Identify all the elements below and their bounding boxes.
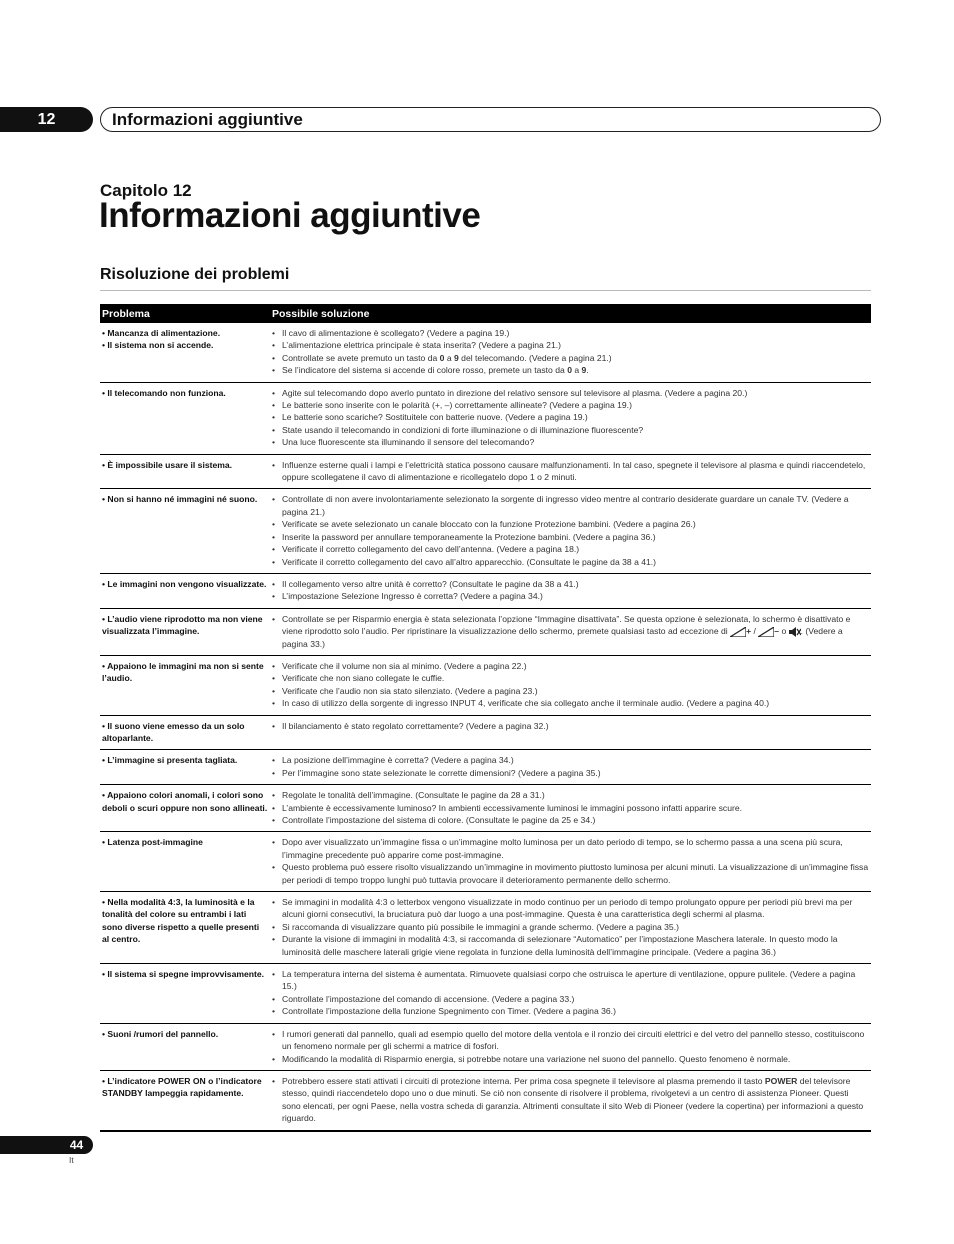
solution-item [282, 387, 869, 399]
solution-text: Inserite la password per annullare temporaneamente la Protezione bambini. (Vedere a pagina 36.) [282, 531, 656, 542]
problem-cell [100, 573, 270, 608]
problem-text: • Il telecomando non funziona. [102, 387, 226, 398]
problem-cell [100, 489, 270, 573]
solution-list [272, 896, 869, 958]
solution-cell [270, 323, 871, 382]
solution-list [272, 1028, 869, 1065]
table-row [100, 1023, 871, 1070]
solution-list [272, 720, 869, 732]
solution-item [282, 814, 869, 826]
problem-text: • L’audio viene riprodotto ma non viene visualizzata l’immagine. [102, 613, 263, 637]
solution-text: Il cavo di alimentazione è scollegato? (Vedere a pagina 19.) [282, 328, 510, 338]
solution-item [282, 436, 869, 448]
table-row [100, 489, 871, 573]
troubleshooting-table [100, 304, 871, 1132]
volume-keys-icon: + / – o [728, 626, 801, 636]
page-title: Informazioni aggiuntive [99, 196, 481, 235]
solution-item [282, 424, 869, 436]
problem-cell [100, 1070, 270, 1130]
solution-list [272, 459, 869, 484]
solution-item [282, 861, 869, 886]
problem-text: • Appaiono colori anomali, i colori sono deboli o scuri oppure non sono allineati. [102, 790, 268, 813]
solution-item [282, 802, 869, 814]
solution-text: Controllate l’impostazione della funzione Spegnimento con Timer. (Vedere a pagina 36.) [282, 1006, 616, 1017]
solution-item [282, 933, 869, 958]
solution-text: Controllate l’impostazione del sistema di colore. (Consultate le pagine da 25 e 34.) [282, 815, 596, 825]
solution-text: L’ambiente è eccessivamente luminoso? In ambienti eccessivamente luminosi le immagini possono infatti apparire scure. [282, 802, 742, 813]
solution-item [282, 1075, 869, 1125]
solution-text: State usando il telecomando in condizioni di forte illuminazione o di illuminazione fluorescente? [282, 424, 644, 435]
page-number: 44 [69, 1138, 84, 1152]
solution-text-tail: . (Vedere a pagina 33.) [282, 626, 843, 649]
solution-text: Verificate il corretto collegamento del cavo all’altro apparecchio. (Consultate le pagine da 38 a 41.) [282, 556, 657, 567]
solution-text: In caso di utilizzo della sorgente di ingresso INPUT 4, verificate che sia collegato anche il terminale audio. (Vedere a pagina 40.) [282, 698, 770, 709]
solution-item [282, 896, 869, 921]
table-row [100, 892, 871, 964]
problem-text: • Le immagini non vengono visualizzate. [102, 578, 267, 589]
solution-cell [270, 964, 871, 1024]
page-number-tab [0, 1136, 93, 1154]
solution-cell [270, 715, 871, 750]
solution-item [282, 767, 869, 779]
solution-list [272, 613, 869, 650]
problem-cell [100, 832, 270, 892]
table-row [100, 573, 871, 608]
solution-list [272, 493, 869, 567]
solution-item [282, 531, 869, 543]
solution-text: Le batterie sono inserite con le polarità (+, –) correttamente allineate? (Vedere a pagina 19.) [282, 400, 632, 411]
solution-item [282, 993, 869, 1005]
solution-text: Controllate di non avere involontariamente selezionato la sorgente di ingresso video mentre al contrario desiderate guardare un canale TV. (Vedere a pagina 21.) [282, 494, 849, 517]
solution-item [282, 921, 869, 933]
chapter-label: Capitolo 12 [100, 181, 192, 200]
solution-text: Influenze esterne quali i lampi e l’elettricità statica possono causare malfunzionamenti. In tal caso, spegnete il televisore al plasma e quindi riaccendetelo, oppure scollegatene il cavo di alimentazione e ricollegatelo dopo 1 o 2 minuti. [282, 459, 866, 483]
solution-item [282, 459, 869, 484]
problem-text: • Il suono viene emesso da un solo altoparlante. [102, 720, 245, 743]
solution-list [272, 578, 869, 603]
problem-text: • Latenza post-immagine [102, 837, 203, 848]
solution-cell [270, 892, 871, 964]
solution-item [282, 697, 869, 709]
solution-cell [270, 785, 871, 832]
problem-cell [100, 785, 270, 832]
solution-item [282, 590, 869, 602]
solution-text: Se immagini in modalità 4:3 o letterbox vengono visualizzate in modo continuo per un periodo di tempo prolungato oppure per periodi più brevi ma per alcuni giorni consecutivi, la bruciatura può dar luogo a una post-immagine. Questa è una caratteristica degli schermi al plasma. [282, 897, 853, 920]
solution-item [282, 1005, 869, 1017]
table-header-row [100, 304, 871, 323]
solution-cell [270, 608, 871, 655]
solution-item [282, 518, 869, 530]
solution-list [272, 968, 869, 1018]
solution-item [282, 672, 869, 684]
solution-text: I rumori generati dal pannello, quali ad esempio quello del motore della ventola e il ronzio dei circuiti elettrici e del vetro del pannello stesso, costituiscono un fenomeno normale per gli schermi a matrice di fosfori. [282, 1028, 865, 1052]
table-row [100, 323, 871, 382]
solution-text: Durante la visione di immagini in modalità 4:3, si raccomanda di selezionare “Automatico” per l’impostazione Maschera laterale. In questo modo la luminosità delle maschere laterali grigie viene regolata in funzione della luminosità dell’immagine principale. (Vedere a pagina 36.) [282, 934, 838, 957]
problem-text: • Suoni /rumori del pannello. [102, 1028, 219, 1039]
solution-list [272, 660, 869, 710]
solution-item [282, 1028, 869, 1053]
problem-text: • Il sistema si spegne improvvisamente. [102, 969, 265, 980]
chapter-header-title: Informazioni aggiuntive [112, 109, 303, 129]
solution-cell [270, 1023, 871, 1070]
solution-list [272, 754, 869, 779]
solution-text: Si raccomanda di visualizzare quanto più possibile le immagini a grande schermo. (Vedere a pagina 35.) [282, 921, 679, 932]
solution-cell [270, 655, 871, 715]
solution-text: Regolate le tonalità dell’immagine. (Consultate le pagine da 28 a 31.) [282, 790, 545, 801]
problem-text: • Mancanza di alimentazione. [102, 328, 221, 338]
column-header-solution: Possibile soluzione [270, 304, 871, 323]
solution-cell [270, 832, 871, 892]
problem-cell [100, 1023, 270, 1070]
solution-item [282, 1053, 869, 1065]
solution-item [282, 339, 869, 351]
table-row [100, 832, 871, 892]
solution-text: L’alimentazione elettrica principale è stata inserita? (Vedere a pagina 21.) [282, 340, 561, 351]
solution-text: Verificate che l’audio non sia stato silenziato. (Vedere a pagina 23.) [282, 685, 538, 696]
solution-item [282, 789, 869, 801]
solution-item [282, 493, 869, 518]
solution-item [282, 364, 869, 376]
solution-item [282, 327, 869, 339]
solution-item [282, 754, 869, 766]
solution-item [282, 613, 869, 650]
solution-item [282, 399, 869, 411]
chapter-header-bar [100, 107, 881, 132]
problem-text: • L’indicatore POWER ON o l’indicatore STANDBY lampeggia rapidamente. [102, 1075, 262, 1099]
solution-cell [270, 573, 871, 608]
solution-text: Verificate il corretto collegamento del cavo dell’antenna. (Vedere a pagina 18.) [282, 544, 580, 555]
solution-list [272, 1075, 869, 1125]
problem-cell [100, 382, 270, 454]
solution-item [282, 968, 869, 993]
solution-list [272, 789, 869, 826]
solution-cell [270, 750, 871, 785]
solution-item [282, 578, 869, 590]
solution-cell [270, 489, 871, 573]
solution-list [272, 327, 869, 377]
table-row [100, 608, 871, 655]
chapter-number-tab [0, 107, 93, 132]
problem-text: • Il sistema non si accende. [102, 340, 214, 351]
solution-text: Il collegamento verso altre unità è corretto? (Consultate le pagine da 38 a 41.) [282, 578, 579, 589]
table-row [100, 715, 871, 750]
column-header-problem: Problema [100, 304, 270, 323]
problem-cell [100, 323, 270, 382]
section-title: Risoluzione dei problemi [100, 266, 290, 283]
solution-text: Agite sul telecomando dopo averlo puntato in direzione del relativo sensore sul televisore al plasma. (Vedere a pagina 20.) [282, 387, 748, 398]
problem-text: • L’immagine si presenta tagliata. [102, 755, 238, 766]
language-code: It [69, 1155, 74, 1165]
problem-text: • È impossibile usare il sistema. [102, 459, 233, 470]
section-divider [100, 290, 871, 291]
solution-item [282, 836, 869, 861]
solution-text: Potrebbero essere stati attivati i circuiti di protezione interna. Per prima cosa spegnete il televisore al plasma premendo il tasto POWER del televisore stesso, quindi riaccendetelo dopo uno o due minuti. Se ciò non consente di risolvere il problema, rivolgetevi a un centro di assistenza Pioneer. Questi sono elencati, per ogni Paese, nella vostra scheda di garanzia. Altrimenti consultate il sito Web di Pioneer (vedere la copertina) per informazioni a questo riguardo. [282, 1075, 864, 1124]
table-row [100, 454, 871, 489]
problem-cell [100, 655, 270, 715]
solution-item [282, 352, 869, 364]
solution-text: Per l’immagine sono state selezionate le corrette dimensioni? (Vedere a pagina 35.) [282, 767, 601, 778]
solution-text: Verificate che non siano collegate le cuffie. [282, 673, 445, 684]
solution-text: Se l’indicatore del sistema si accende di colore rosso, premete un tasto da 0 a 9. [282, 365, 589, 376]
solution-item [282, 411, 869, 423]
problem-cell [100, 964, 270, 1024]
chapter-number: 12 [37, 110, 56, 128]
solution-item [282, 660, 869, 672]
problem-cell [100, 750, 270, 785]
solution-text: La temperatura interna del sistema è aumentata. Rimuovete qualsiasi corpo che ostruisca le aperture di ventilazione, oppure pulitele. (Vedere a pagina 15.) [282, 969, 856, 992]
solution-text: Modificando la modalità di Risparmio energia, si potrebbe notare una variazione nel suono del pannello. Questo fenomeno è normale. [282, 1053, 791, 1064]
problem-text: • Nella modalità 4:3, la luminosità e la tonalità del colore su entrambi i lati sono diverse rispetto a quelle presenti al centro. [102, 897, 260, 945]
solution-text: L’impostazione Selezione Ingresso è corretta? (Vedere a pagina 34.) [282, 591, 543, 602]
table-row [100, 964, 871, 1024]
solution-text: Dopo aver visualizzato un’immagine fissa o un’immagine molto luminosa per un dato periodo di tempo, se lo schermo passa a una scena più scura, l’immagine precedente può apparire come post-immagine. [282, 837, 843, 860]
solution-cell [270, 1070, 871, 1130]
solution-text: Questo problema può essere risolto visualizzando un’immagine in movimento piuttosto luminosa per alcuni minuti. La visualizzazione di un’immagine fissa per periodi di tempo troppo lunghi può tuttavia provocare il deterioramento permanente dello schermo. [282, 862, 869, 885]
solution-item [282, 543, 869, 555]
solution-text: Le batterie sono scariche? Sostituitele con batterie nuove. (Vedere a pagina 19.) [282, 412, 588, 423]
solution-item [282, 685, 869, 697]
solution-text: Il bilanciamento è stato regolato correttamente? (Vedere a pagina 32.) [282, 720, 549, 731]
problem-text: • Appaiono le immagini ma non si sente l’audio. [102, 660, 264, 684]
table-row [100, 785, 871, 832]
solution-text: La posizione dell’immagine è corretta? (Vedere a pagina 34.) [282, 755, 514, 766]
problem-cell [100, 454, 270, 489]
solution-item [282, 720, 869, 732]
table-row [100, 382, 871, 454]
solution-list [272, 387, 869, 449]
problem-cell [100, 715, 270, 750]
solution-text: Verificate se avete selezionato un canale bloccato con la funzione Protezione bambini. (Vedere a pagina 26.) [282, 519, 696, 530]
solution-cell [270, 382, 871, 454]
solution-text: Controllate se per Risparmio energia è stata selezionata l’opzione “Immagine disattivata”. Se questa opzione è selezionata, lo schermo è disattivato e viene riprodotto solo l’audio. Per ripristinare la visualizzazione dello schermo, premete qualsiasi tasto ad eccezione di [282, 613, 851, 637]
solution-text: Controllate l’impostazione del comando di accensione. (Vedere a pagina 33.) [282, 993, 575, 1004]
solution-list [272, 836, 869, 886]
table-row [100, 655, 871, 715]
solution-cell [270, 454, 871, 489]
problem-cell [100, 608, 270, 655]
table-body [100, 323, 871, 1131]
solution-text: Controllate se avete premuto un tasto da 0 a 9 del telecomando. (Vedere a pagina 21.) [282, 352, 612, 363]
problem-text: • Non si hanno né immagini né suono. [102, 494, 258, 505]
solution-item [282, 556, 869, 568]
solution-text: Verificate che il volume non sia al minimo. (Vedere a pagina 22.) [282, 660, 527, 671]
table-row [100, 1070, 871, 1130]
problem-cell [100, 892, 270, 964]
table-row [100, 750, 871, 785]
solution-text: Una luce fluorescente sta illuminando il sensore del telecomando? [282, 437, 535, 448]
